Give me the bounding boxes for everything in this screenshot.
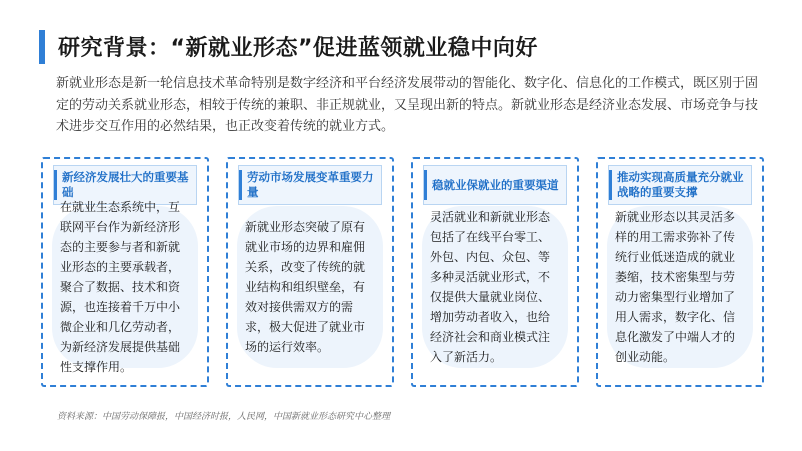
card-body: [237, 206, 383, 368]
card-body: [607, 206, 753, 368]
card-quality-employment: [596, 157, 764, 387]
card-heading: 新经济发展壮大的重要基础: [62, 170, 189, 199]
card-body: [422, 206, 568, 368]
heading-accent: [424, 170, 427, 200]
card-heading-box: [423, 165, 567, 205]
card-text: 新就业形态以其灵活多样的用工需求弥补了传统行业低迷造成的就业萎缩，技术密集型与劳动力密集型行业增加了用人需求，数字化、信息化激发了中端人才的创业动能。: [615, 210, 736, 364]
card-text: 灵活就业和新就业形态包括了在线平台零工、外包、内包、众包、等多种灵活就业形式，不仅提供大量就业岗位、增加劳动者收入，也给经济社会和商业模式注入了新活力。: [430, 210, 551, 364]
heading-accent: [609, 170, 612, 200]
card-economic-foundation: [41, 157, 209, 387]
card-heading: 推动实现高质量充分就业战略的重要支撑: [617, 170, 744, 199]
card-heading-box: [238, 165, 382, 205]
heading-accent: [54, 170, 57, 200]
intro-paragraph: 新就业形态是新一轮信息技术革命特别是数字经济和平台经济发展带动的智能化、数字化、信息化的工作模式，既区别于固定的劳动关系就业形态，相较于传统的兼职、非正规就业，又呈现出新的特点。新就业形态是经济业态发展、市场竞争与技术进步交互作用的必然结果，也正改变着传统的就业方式。: [56, 76, 759, 134]
title-accent-bar: [39, 30, 45, 64]
card-text: 在就业生态系统中，互联网平台作为新经济形态的主要参与者和新就业形态的主要承载者，聚合了数据、技术和资源，也连接着千万中小微企业和几亿劳动者，为新经济发展提供基础性支撑作用。: [60, 200, 181, 374]
card-heading: 稳就业保就业的重要渠道: [432, 177, 559, 192]
card-labor-market: [226, 157, 394, 387]
card-heading-box: [608, 165, 752, 205]
page-title: 研究背景：“新就业形态”促进蓝领就业稳中向好: [58, 36, 538, 61]
card-text: 新就业形态突破了原有就业市场的边界和雇佣关系，改变了传统的就业结构和组织壁垒，有效对接供需双方的需求，极大促进了就业市场的运行效率。: [245, 220, 366, 354]
card-body: [52, 200, 198, 374]
heading-accent: [239, 170, 242, 200]
card-heading: 劳动市场发展变革重要力量: [247, 170, 374, 199]
card-employment-channel: [411, 157, 579, 387]
source-note: 资料来源：中国劳动保障报，中国经济时报，人民网，中国新就业形态研究中心整理: [57, 412, 391, 422]
